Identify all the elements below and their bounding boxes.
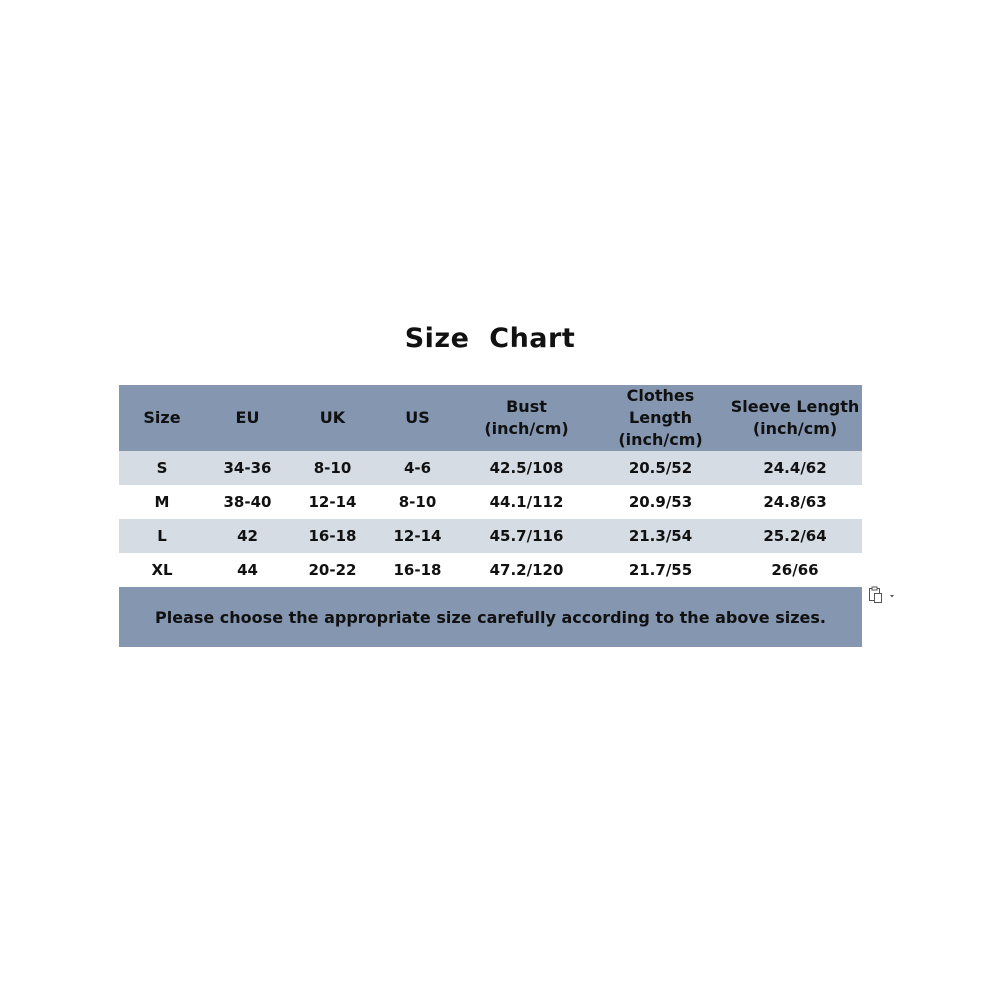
table-cell: 24.4/62 [763,459,827,477]
table-cell: 4-6 [403,459,432,477]
page-title: Size Chart [404,323,576,354]
table-cell: L [157,527,167,545]
table-cell: 44.1/112 [489,493,564,511]
table-cell: M [154,493,170,511]
column-header-bust [460,385,593,451]
column-header-uk [290,385,375,451]
table-cell: 44 [237,561,258,579]
table-cell: 20-22 [308,561,357,579]
header-label: Bust [506,397,547,416]
clipboard-icon [868,586,896,604]
table-cell: 47.2/120 [489,561,564,579]
table-cell: 8-10 [398,493,437,511]
header-unit: (inch/cm) [752,419,838,438]
table-cell: 26/66 [771,561,819,579]
header-label: EU [235,408,260,427]
table-cell: 16-18 [393,561,442,579]
column-header-sleeve-length [728,385,862,451]
column-header-us [375,385,460,451]
table-row [119,485,862,519]
column-header-clothes-length [593,385,728,451]
column-header-size [119,385,205,451]
table-cell: S [156,459,168,477]
header-unit: (inch/cm) [484,419,569,438]
header-label: Clothes Length [626,386,695,427]
table-cell: 12-14 [308,493,357,511]
table-cell: 45.7/116 [489,527,564,545]
table-cell: 8-10 [313,459,352,477]
table-cell: 42 [237,527,258,545]
dropdown-arrow-icon [890,595,894,598]
table-cell: 25.2/64 [763,527,827,545]
table-cell: 12-14 [393,527,442,545]
header-label: UK [319,408,346,427]
size-note: Please choose the appropriate size carefully according to the above sizes. [155,607,826,627]
table-cell: XL [151,561,173,579]
table-row [119,519,862,553]
table-cell: 42.5/108 [489,459,564,477]
table-cell: 38-40 [223,493,272,511]
table-row [119,553,862,587]
header-label: Sleeve Length [730,397,860,416]
column-header-eu [205,385,290,451]
table-cell: 20.9/53 [628,493,693,511]
table-cell: 21.7/55 [628,561,693,579]
header-label: US [405,408,430,427]
table-cell: 34-36 [223,459,272,477]
size-chart-table [119,385,862,647]
table-row [119,451,862,485]
table-cell: 16-18 [308,527,357,545]
table-cell: 20.5/52 [628,459,693,477]
paste-options-icon[interactable] [868,586,896,604]
note-row [119,587,862,647]
table-cell: 24.8/63 [763,493,827,511]
header-unit: (inch/cm) [618,430,703,449]
header-label: Size [143,408,181,427]
table-cell: 21.3/54 [628,527,693,545]
header-row [119,385,862,451]
